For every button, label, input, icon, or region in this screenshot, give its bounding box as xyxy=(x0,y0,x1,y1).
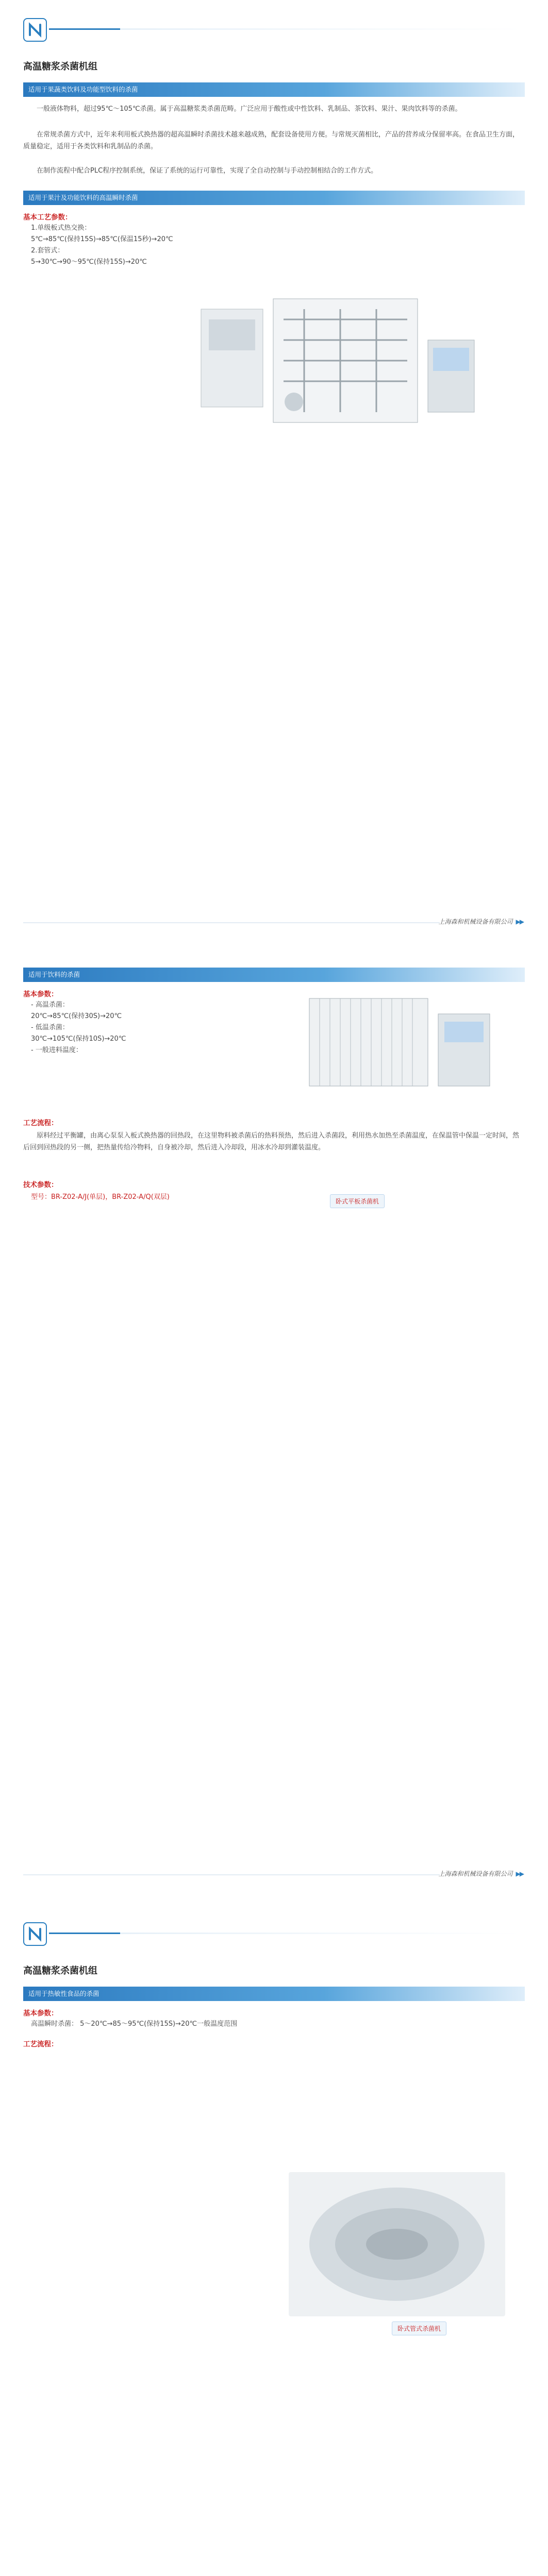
section-label: 技术参数： xyxy=(23,1181,58,1189)
plate-sterilizer-image xyxy=(299,983,505,1101)
param-line: - 低温杀菌： xyxy=(31,1024,69,1031)
page-title: 高温糖浆杀菌机组 xyxy=(23,61,97,72)
section-label: 基本参数： xyxy=(23,2009,58,2018)
model-line: 型号：BR-Z02-A/J(单层)，BR-Z02-A/Q(双层) xyxy=(31,1193,170,1201)
section-bar: 适用于果蔬类饮料及功能型饮料的杀菌 xyxy=(23,82,525,97)
param-line: - 一般进料温度： xyxy=(31,1046,82,1054)
page-title: 高温糖浆杀菌机组 xyxy=(23,1965,97,1976)
page-3 xyxy=(0,1904,548,2576)
section-bar: 适用于果汁及功能饮料的高温瞬时杀菌 xyxy=(23,191,525,205)
section-bar: 适用于饮料的杀菌 xyxy=(23,968,525,982)
footer-company: 上海森和机械设备有限公司 xyxy=(438,918,513,925)
section-label: 工艺流程： xyxy=(23,1119,58,1127)
company-logo xyxy=(23,1922,47,1946)
tubular-sterilizer-image xyxy=(289,2172,505,2316)
image-caption: 卧式平板杀菌机 xyxy=(330,1194,385,1208)
page-footer: 上海森和机械设备有限公司 ▶▶ xyxy=(438,918,523,925)
page-footer: 上海森和机械设备有限公司 ▶▶ xyxy=(438,1870,523,1877)
param-line: 5→30℃→90～95℃(保持15S)→20℃ xyxy=(31,258,147,266)
footer-divider xyxy=(23,1874,440,1875)
param-line: 30℃→105℃(保持10S)→20℃ xyxy=(31,1035,126,1043)
param-line: 20℃→85℃(保持30S)→20℃ xyxy=(31,1012,122,1020)
header-divider xyxy=(49,28,523,30)
footer-divider xyxy=(23,922,440,923)
page-2 xyxy=(0,952,548,1900)
company-logo xyxy=(23,18,47,42)
image-caption: 卧式管式杀菌机 xyxy=(392,2321,446,2335)
intro-paragraph: 一般液体物料，超过95℃～105℃杀菌。属于高温糖浆类杀菌范畴。广泛应用于酸性或中性饮料、乳制品、茶饮料、果汁、果肉饮料等的杀菌。 xyxy=(37,105,462,113)
intro-paragraph: 在制作流程中配合PLC程序控制系统，保证了系统的运行可靠性，实现了全自动控制与手动控制相结合的工作方式。 xyxy=(37,167,378,175)
header-divider xyxy=(49,1933,523,1934)
section-label: 工艺流程： xyxy=(23,2040,58,2048)
param-line: 5℃→85℃(保持15S)→85℃(保温15秒)→20℃ xyxy=(31,235,173,243)
process-paragraph: 原料经过平衡罐，由离心泵泵入板式换热器的回热段，在这里物料被杀菌后的热料预热，然后进入杀菌段，利用热水加热至杀菌温度，在保温管中保温一定时间，然后回到回热段的另一侧，把热量传给冷物料，自身被冷却，然后进入冷却段，用冰水冷却到灌装温度。 xyxy=(23,1132,520,1151)
section-label: 基本工艺参数： xyxy=(23,213,72,222)
param-line: 高温瞬时杀菌： 5～20℃→85～95℃(保持15S)→20℃一般温度范围 xyxy=(31,2020,238,2028)
sterilizer-machine-image xyxy=(170,278,500,464)
param-line: 1.单级板式热交换： xyxy=(31,224,91,232)
param-line: 2.套管式： xyxy=(31,247,64,255)
page-1 xyxy=(0,0,548,948)
param-line: - 高温杀菌： xyxy=(31,1001,69,1009)
intro-paragraph: 在常规杀菌方式中，近年来利用板式换热器的超高温瞬时杀菌技术越来越成熟，配套设备使用方便。与常规灭菌相比，产品的营养成分保留率高。在食品卫生方面，质量稳定，适用于各类饮料和乳制品的杀菌。 xyxy=(23,131,520,150)
footer-company: 上海森和机械设备有限公司 xyxy=(438,1870,513,1877)
section-label: 基本参数： xyxy=(23,990,58,998)
section-bar: 适用于热敏性食品的杀菌 xyxy=(23,1987,525,2001)
